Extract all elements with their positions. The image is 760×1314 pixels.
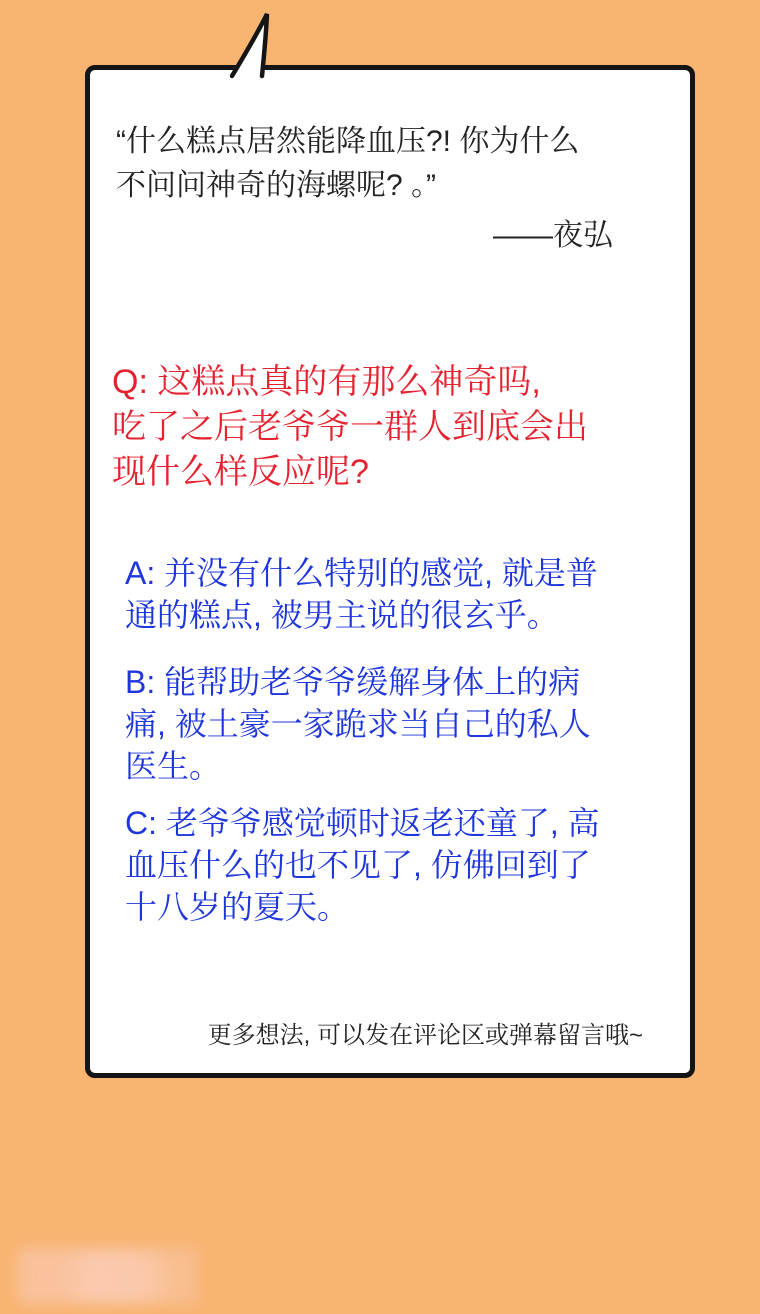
question-line: 现什么样反应呢? <box>112 453 369 491</box>
answer-line: 血压什么的也不见了, 仿佛回到了 <box>125 847 591 883</box>
question-line: Q: 这糕点真的有那么神奇吗, <box>112 363 541 401</box>
answer-line: 医生。 <box>125 748 222 784</box>
speech-bubble-tail-icon <box>221 4 279 80</box>
answer-option-a <box>125 552 680 636</box>
footer-note: 更多想法, 可以发在评论区或弹幕留言哦~ <box>207 1022 643 1049</box>
answer-line: C: 老爷爷感觉顿时返老还童了, 高 <box>125 805 600 841</box>
answer-line: 十八岁的夏天。 <box>125 889 350 925</box>
question-text <box>112 360 672 495</box>
quote-text <box>116 120 676 208</box>
quote-line: “什么糕点居然能降血压?! 你为什么 <box>116 125 580 158</box>
quote-line: 不问问神奇的海螺呢? 。” <box>116 169 437 202</box>
answer-option-b <box>125 661 680 787</box>
answer-line: B: 能帮助老爷爷缓解身体上的病 <box>125 664 581 700</box>
answer-line: A: 并没有什么特别的感觉, 就是普 <box>125 555 598 591</box>
speech-bubble <box>85 65 695 1078</box>
answer-line: 痛, 被土豪一家跪求当自己的私人 <box>125 706 591 742</box>
answer-line: 通的糕点, 被男主说的很玄乎。 <box>125 597 559 633</box>
question-line: 吃了之后老爷爷一群人到底会出 <box>112 408 588 446</box>
answer-option-c <box>125 802 680 928</box>
watermark <box>18 1248 198 1304</box>
quote-attribution: ——夜弘 <box>493 219 613 252</box>
